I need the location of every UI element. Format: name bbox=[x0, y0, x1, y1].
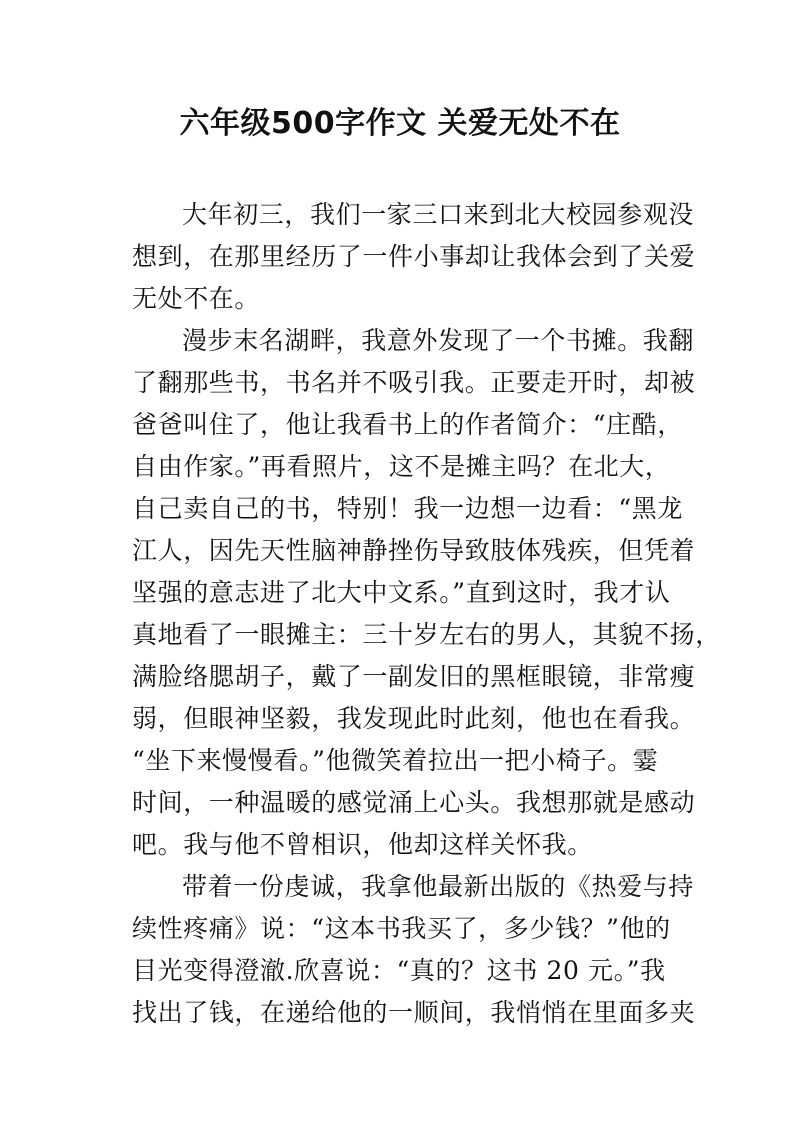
text-line: 想到，在那里经历了一件小事却让我体会到了关爱 bbox=[132, 242, 696, 271]
text-line: 续性疼痛》说：“这本书我买了，多少钱？”他的 bbox=[132, 914, 671, 943]
text-line: “坐下来慢慢看。”他微笑着拉出一把小椅子。霎 bbox=[132, 746, 659, 775]
text-line: 坚强的意志进了北大中文系。”直到这时，我才认 bbox=[132, 578, 671, 607]
text-line: 找出了钱，在递给他的一顺间，我悄悄在里面多夹 bbox=[132, 998, 696, 1027]
document-body bbox=[132, 194, 721, 1034]
text-line: 真地看了一眼摊主：三十岁左右的男人，其貌不扬， bbox=[132, 620, 721, 649]
text-line: 自己卖自己的书，特别！我一边想一边看：“黑龙 bbox=[132, 494, 683, 523]
text-line: 时间，一种温暖的感觉涌上心头。我想那就是感动 bbox=[132, 788, 696, 817]
text-line: 爸爸叫住了，他让我看书上的作者简介：“庄酷， bbox=[132, 410, 683, 439]
text-line: 自由作家。”再看照片，这不是摊主吗？在北大， bbox=[132, 452, 671, 481]
text-line: 了翻那些书，书名并不吸引我。正要走开时，却被 bbox=[132, 368, 696, 397]
text-line: 吧。我与他不曾相识，他却这样关怀我。 bbox=[132, 830, 593, 859]
text-line: 漫步末名湖畔，我意外发现了一个书摊。我翻 bbox=[182, 326, 695, 355]
text-line: 带着一份虔诚，我拿他最新出版的《热爱与持 bbox=[182, 872, 695, 901]
text-line: 目光变得澄澈.欣喜说：“真的？这书 20 元。”我 bbox=[132, 956, 666, 985]
text-line: 江人，因先天性脑神静挫伤导致肢体残疾，但凭着 bbox=[132, 536, 696, 565]
text-line: 无处不在。 bbox=[132, 284, 261, 313]
text-line: 弱，但眼神坚毅，我发现此时此刻，他也在看我。 bbox=[132, 704, 696, 733]
document-title: 六年级500字作文 关爱无处不在 bbox=[179, 106, 621, 141]
text-line: 满脸络腮胡子，戴了一副发旧的黑框眼镜，非常瘦 bbox=[132, 662, 696, 691]
text-line: 大年初三，我们一家三口来到北大校园参观没 bbox=[182, 200, 695, 229]
